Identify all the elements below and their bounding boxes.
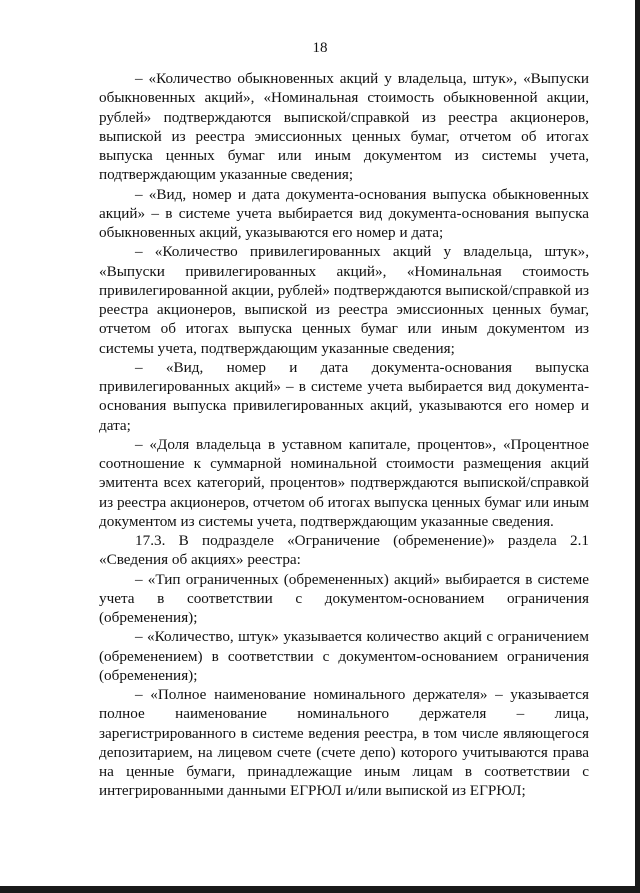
scan-edge-right xyxy=(635,0,640,893)
paragraph-preferred-shares-basis-document: – «Вид, номер и дата документа-основания выпуска привилегированных акций» – в системе учета выбирается вид документа-основания выпуска привилегированных акций, указываются его номер и дата; xyxy=(99,358,589,434)
paragraph-nominee-holder-name: – «Полное наименование номинального держателя» – указывается полное наименование номинального держателя – лица, зарегистрированного в системе ведения реестра, в том числе являющегося депозитарием, на лицевом счете (счете депо) которого учитываются права на ценные бумаги, принадлежащие иным лицам в соответствии с интегрированными данными ЕГРЮЛ и/или выпиской из ЕГРЮЛ; xyxy=(99,686,589,800)
paragraph-owner-share-capital: – «Доля владельца в уставном капитале, процентов», «Процентное соотношение к суммарной номинальной стоимости размещения акций эмитента всех категорий, процентов» подтверждаются выпиской/справкой из реестра акционеров, отчетом об итогах выпуска ценных бумаг или иным документом из системы учета, подтверждающим указанные сведения. xyxy=(99,435,589,530)
paragraph-section-17-3: 17.3. В подразделе «Ограничение (обременение)» раздела 2.1 «Сведения об акциях» реестра: xyxy=(99,532,589,569)
page-number: 18 xyxy=(312,40,328,56)
document-body xyxy=(99,69,589,801)
paragraph-restricted-shares-type: – «Тип ограниченных (обремененных) акций» выбирается в системе учета в соответствии с документом-основанием ограничения (обременения); xyxy=(99,570,589,626)
scan-edge-bottom xyxy=(0,886,640,893)
paragraph-ordinary-shares-quantity: – «Количество обыкновенных акций у владельца, штук», «Выпуски обыкновенных акций», «Номинальная стоимость обыкновенной акции, рублей» подтверждаются выпиской/справкой из реестра акционеров, выпиской из реестра эмиссионных ценных бумаг, отчетом об итогах выпуска ценных бумаг или иным документом из системы учета, подтверждающим указанные сведения; xyxy=(99,70,589,184)
paragraph-ordinary-shares-basis-document: – «Вид, номер и дата документа-основания выпуска обыкновенных акций» – в системе учета выбирается вид документа-основания выпуска обыкновенных акций, указываются его номер и дата; xyxy=(99,185,589,241)
paragraph-restricted-shares-count: – «Количество, штук» указывается количество акций с ограничением (обременением) в соответствии с документом-основанием ограничения (обременения); xyxy=(99,628,589,684)
paragraph-preferred-shares-quantity: – «Количество привилегированных акций у владельца, штук», «Выпуски привилегированных акций», «Номинальная стоимость привилегированной акции, рублей» подтверждаются выпиской/справкой из реестра акционеров, выпиской из реестра эмиссионных ценных бумаг, отчетом об итогах выпуска ценных бумаг или иным документом из системы учета, подтверждающим указанные сведения; xyxy=(99,243,589,357)
